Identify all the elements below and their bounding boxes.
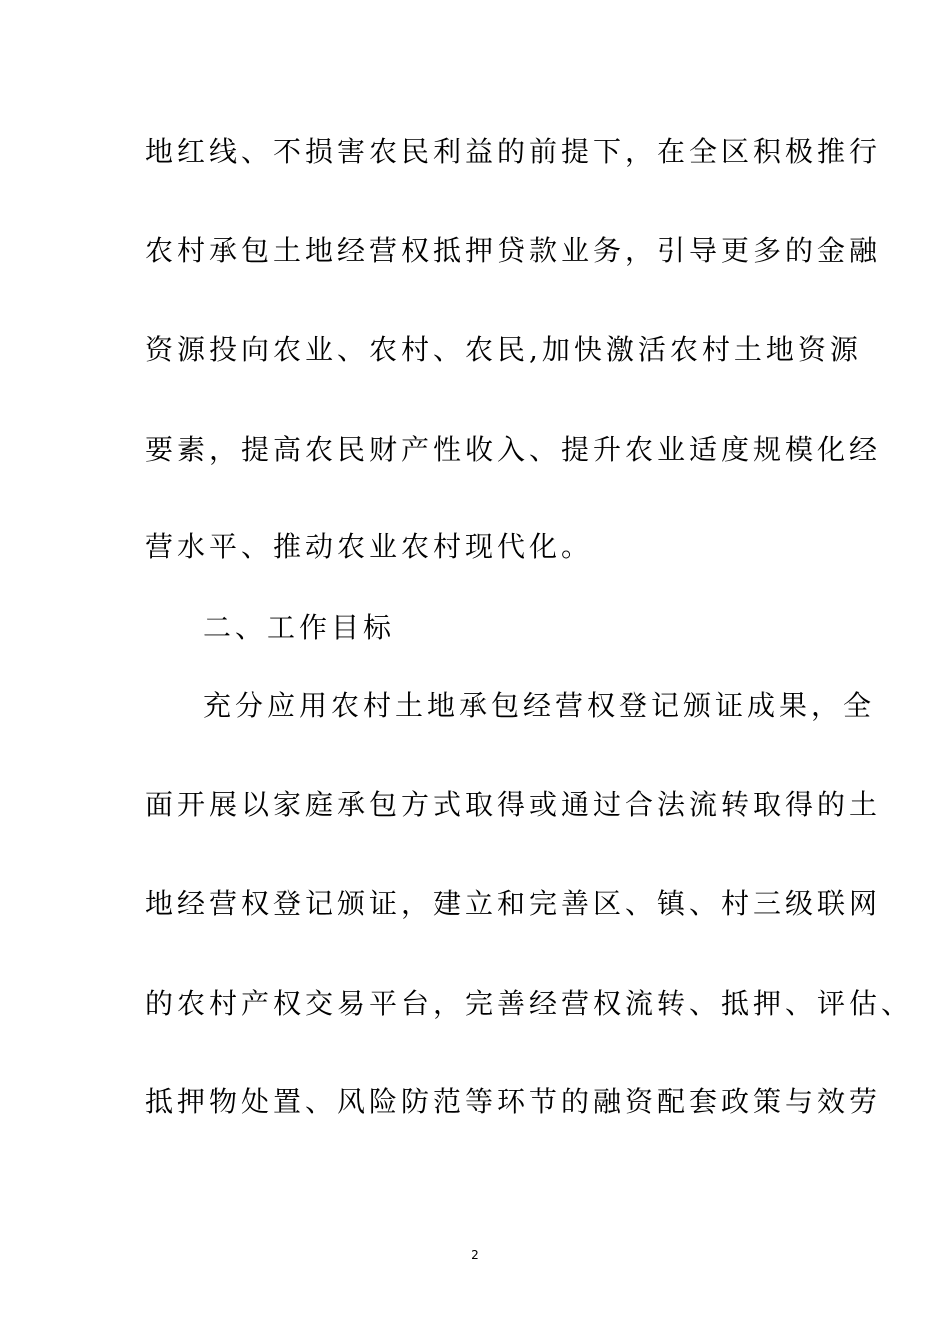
body-text-line: 抵押物处置、风险防范等环节的融资配套政策与效劳 xyxy=(145,1085,882,1118)
section-heading: 二、工作目标 xyxy=(203,611,396,644)
body-text-line: 要素，提高农民财产性收入、提升农业适度规模化经 xyxy=(145,433,882,466)
body-text-line: 地经营权登记颁证，建立和完善区、镇、村三级联网 xyxy=(145,887,882,920)
body-text-line: 营水平、推动农业农村现代化。 xyxy=(145,530,594,563)
page-number: 2 xyxy=(471,1248,479,1262)
body-text-line: 农村承包土地经营权抵押贷款业务，引导更多的金融 xyxy=(145,234,882,267)
body-text-line: 面开展以家庭承包方式取得或通过合法流转取得的土 xyxy=(145,788,882,821)
body-text-line: 资源投向农业、农村、农民,加快激活农村土地资源 xyxy=(145,333,862,366)
body-text-line: 充分应用农村土地承包经营权登记颁证成果，全 xyxy=(203,689,876,722)
body-text-line: 的农村产权交易平台，完善经营权流转、抵押、评估、 xyxy=(145,987,914,1020)
body-text-line: 地红线、不损害农民利益的前提下，在全区积极推行 xyxy=(145,135,882,168)
